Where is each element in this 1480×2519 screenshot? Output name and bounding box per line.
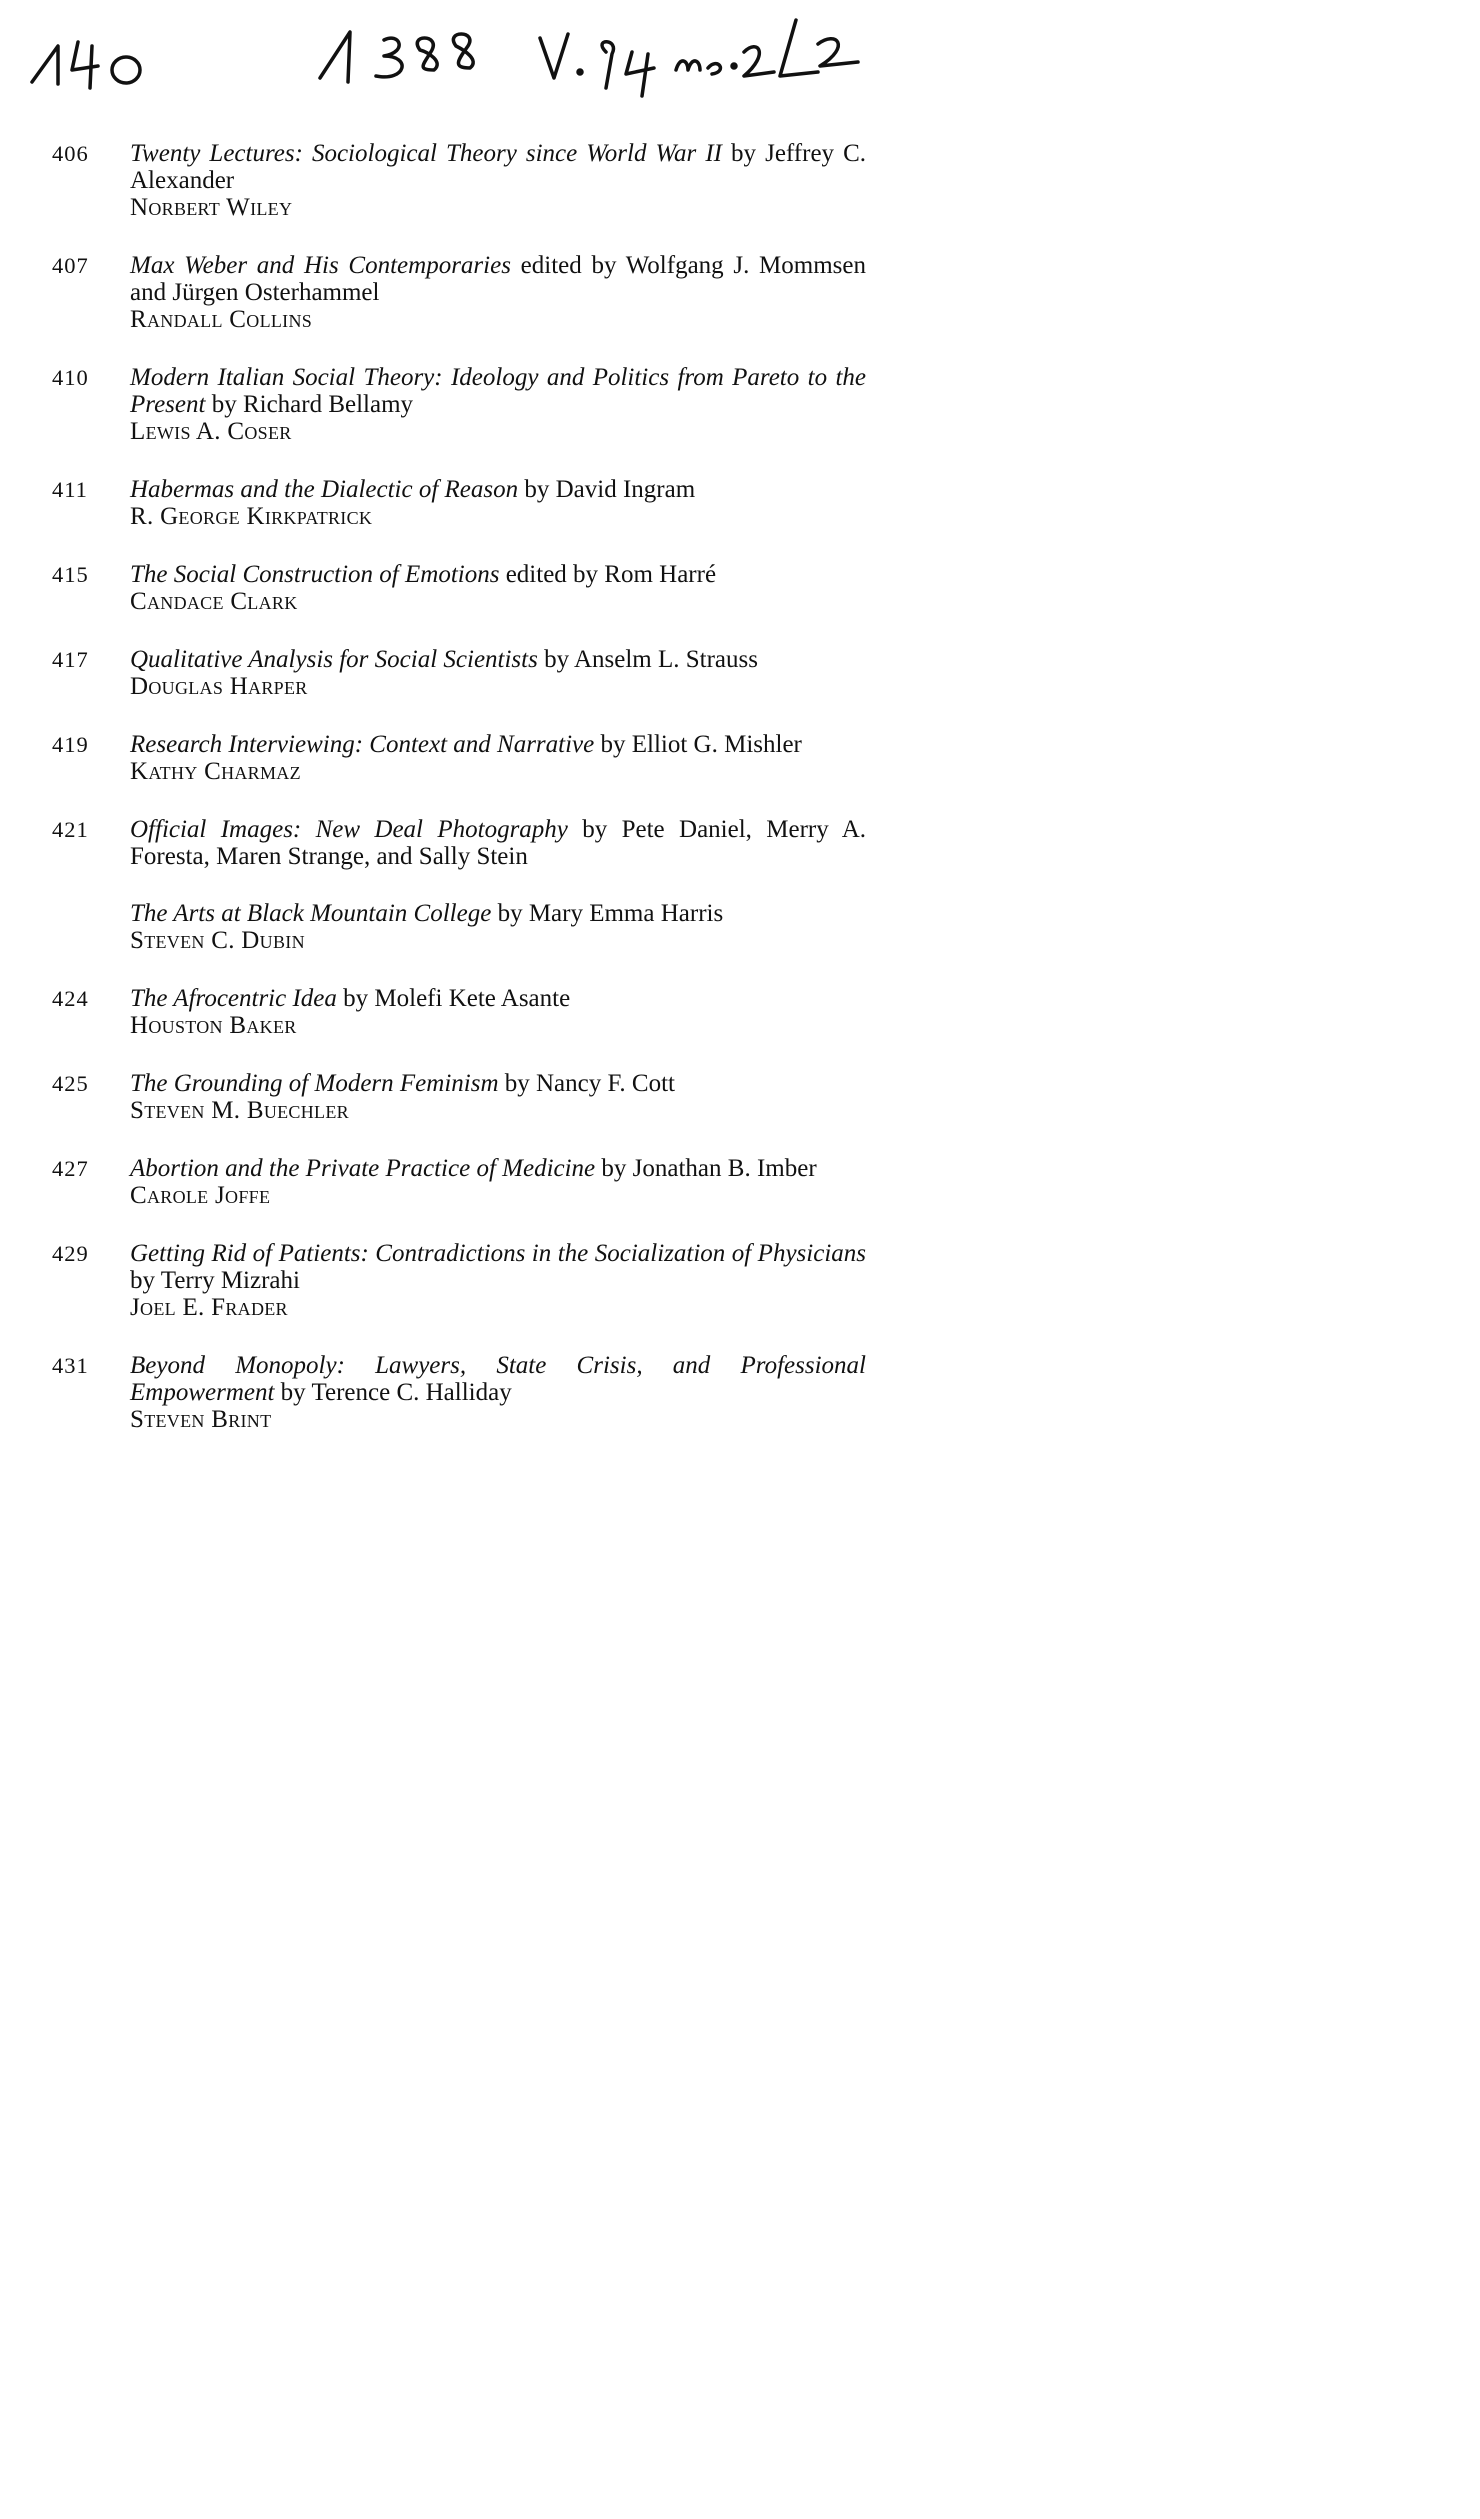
review-entry [52,1155,866,1209]
book-byline: by Richard Bellamy [211,391,414,418]
book-title: Habermas and the Dialectic of Reason [130,476,519,503]
review-entry [52,1070,866,1124]
book-byline: by Elliot G. Mishler [600,731,802,758]
review-entry [52,731,866,785]
reviewed-book [130,140,866,194]
review-entry [52,364,866,445]
reviewed-book [130,1155,866,1182]
review-entry [52,1240,866,1321]
review-entry [52,1352,866,1433]
book-byline: by Terence C. Halliday [280,1379,512,1406]
reviewed-book [130,646,866,673]
review-entry [52,252,866,333]
reviewer-name: Kathy Charmaz [130,758,301,785]
reviewer-name: Carole Joffe [130,1182,271,1209]
reviewer-name: Houston Baker [130,1012,297,1039]
reviewed-book [130,561,866,588]
book-title: The Grounding of Modern Feminism [130,1070,499,1097]
reviewer-name: Joel E. Frader [130,1294,288,1321]
page-number: 424 [52,986,89,1011]
book-byline: by Terry Mizrahi [130,1267,300,1294]
page-number: 407 [52,253,89,278]
reviewer-name: R. George Kirkpatrick [130,503,373,530]
review-entry [52,561,866,615]
book-byline: by Nancy F. Cott [504,1070,675,1097]
book-byline: edited by Wolfgang J. Mommsen and Jürgen Osterhammel [130,252,867,306]
reviewed-book [130,985,866,1012]
entry-body [130,140,866,221]
entry-body [130,1155,866,1209]
reviewer-name: Randall Collins [130,306,313,333]
entry-body [130,985,866,1039]
entry-body [130,1070,866,1124]
reviewer-name: Lewis A. Coser [130,418,292,445]
handwritten-note-drawing [28,12,888,102]
page-number: 425 [52,1071,89,1096]
book-title: Official Images: New Deal Photography [130,816,568,843]
book-title: Modern Italian Social Theory: Ideology and Politics from Pareto to the Present [130,364,866,418]
book-byline: by Anselm L. Strauss [544,646,758,673]
book-title: The Afrocentric Idea [130,985,337,1012]
reviewed-book [130,1070,866,1097]
reviewer-name: Candace Clark [130,588,298,615]
entry-body [130,252,866,333]
page-number: 427 [52,1156,89,1181]
book-title: Abortion and the Private Practice of Medicine [130,1155,596,1182]
reviewer-name: Norbert Wiley [130,194,293,221]
page-number: 429 [52,1241,89,1266]
book-byline: by Jonathan B. Imber [601,1155,817,1182]
review-entry [52,816,866,954]
reviewer-name: Steven M. Buechler [130,1097,349,1124]
reviewed-book [130,476,866,503]
reviewed-book [130,1352,866,1406]
handwritten-call-number [28,12,888,102]
book-byline: by Jeffrey C. Alexander [130,140,867,194]
page-number: 411 [52,477,88,502]
reviewed-book [130,900,866,927]
book-reviews-contents [52,140,866,1464]
page-number: 410 [52,365,89,390]
book-title: Research Interviewing: Context and Narrative [130,731,595,758]
page-number: 421 [52,817,89,842]
entry-body [130,1240,866,1321]
book-title: Getting Rid of Patients: Contradictions in the Socialization of Physicians [130,1240,866,1267]
book-title: Max Weber and His Contemporaries [130,252,511,279]
reviewer-name: Steven C. Dubin [130,927,305,954]
book-title: The Social Construction of Emotions [130,561,500,588]
reviewed-book [130,816,866,870]
entry-body [130,561,866,615]
page-number: 415 [52,562,89,587]
review-entry [52,646,866,700]
page-number: 406 [52,141,89,166]
book-byline: by David Ingram [524,476,696,503]
review-entry [52,476,866,530]
reviewer-name: Douglas Harper [130,673,308,700]
book-title: The Arts at Black Mountain College [130,900,492,927]
book-title: Qualitative Analysis for Social Scientists [130,646,538,673]
reviewed-book [130,364,866,418]
entry-body [130,476,866,530]
entry-body [130,646,866,700]
book-title: Beyond Monopoly: Lawyers, State Crisis, and Professional Empowerment [130,1352,866,1406]
review-entry [52,140,866,221]
page-number: 417 [52,647,89,672]
book-byline: by Molefi Kete Asante [343,985,571,1012]
book-byline: by Pete Daniel, Merry A. Foresta, Maren Strange, and Sally Stein [130,816,866,870]
page-number: 419 [52,732,89,757]
entry-body [130,1352,866,1433]
book-byline: edited by Rom Harré [505,561,717,588]
entry-body [130,816,866,954]
review-entry [52,985,866,1039]
book-byline: by Mary Emma Harris [497,900,724,927]
reviewed-book [130,1240,866,1294]
entry-body [130,364,866,445]
entry-body [130,731,866,785]
book-title: Twenty Lectures: Sociological Theory since World War II [130,140,722,167]
reviewed-book [130,731,866,758]
reviewed-book [130,252,866,306]
reviewer-name: Steven Brint [130,1406,272,1433]
page-number: 431 [52,1353,89,1378]
